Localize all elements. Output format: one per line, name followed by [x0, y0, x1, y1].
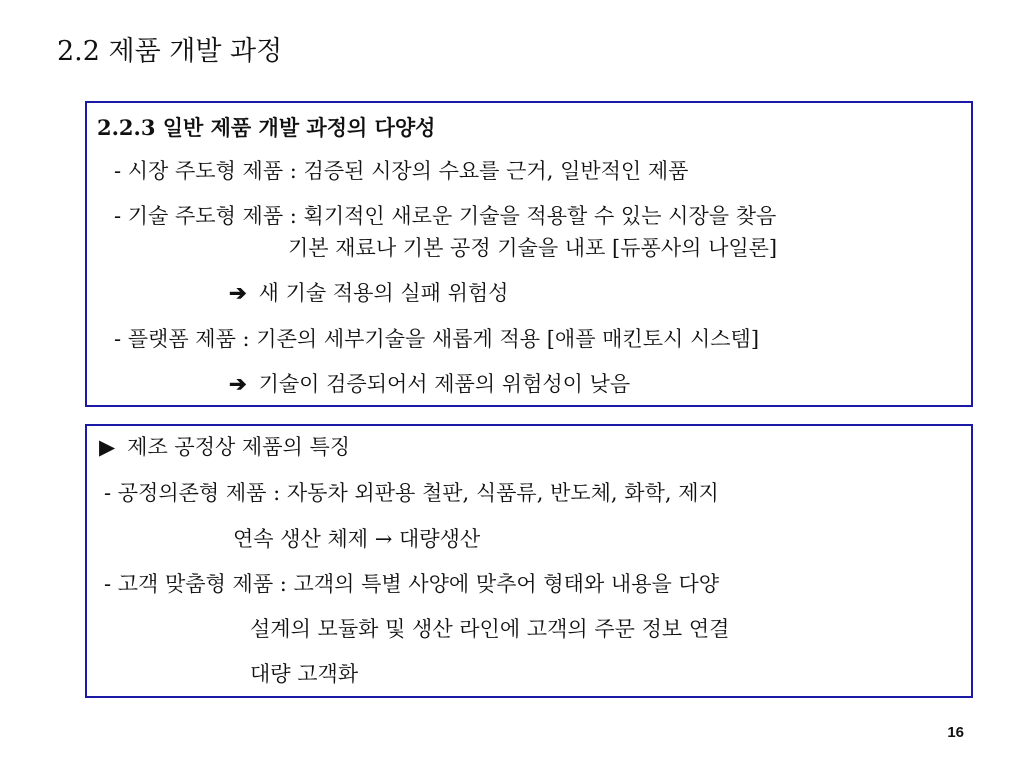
technology-risk-text: 새 기술 적용의 실패 위험성	[258, 281, 509, 305]
platform-risk-text: 기술이 검증되어서 제품의 위험성이 낮음	[258, 372, 631, 396]
play-triangle-icon: ▶	[99, 434, 116, 459]
right-arrow-icon: ➔	[229, 371, 247, 396]
slide-title: 2.2 제품 개발 과정	[57, 36, 283, 67]
technology-driven-item: - 기술 주도형 제품 : 획기적인 새로운 기술을 적용할 수 있는 시장을 찾음	[114, 204, 777, 228]
manufacturing-box	[85, 424, 973, 698]
manufacturing-heading	[99, 433, 350, 461]
manufacturing-heading-text: 제조 공정상 제품의 특징	[127, 435, 351, 459]
section-heading: 2.2.3 일반 제품 개발 과정의 다양성	[97, 115, 436, 140]
process-dependent-item: - 공정의존형 제품 : 자동차 외판용 철판, 식품류, 반도체, 화학, 제지	[104, 481, 719, 505]
platform-item: - 플랫폼 제품 : 기존의 세부기술을 새롭게 적용 [애플 매킨토시 시스템]	[114, 327, 760, 351]
page-number: 16	[947, 724, 964, 741]
custom-detail: 설계의 모듈화 및 생산 라인에 고객의 주문 정보 연결	[250, 617, 730, 641]
mass-customization: 대량 고객화	[250, 662, 359, 686]
right-arrow-icon: ➔	[229, 280, 247, 305]
technology-driven-detail: 기본 재료나 기본 공정 기술을 내포 [듀퐁사의 나일론]	[288, 236, 778, 260]
technology-risk-note	[229, 279, 508, 307]
platform-risk-note	[229, 370, 630, 398]
process-dependent-detail: 연속 생산 체제 → 대량생산	[233, 527, 481, 551]
market-driven-item: - 시장 주도형 제품 : 검증된 시장의 수요를 근거, 일반적인 제품	[114, 159, 689, 183]
custom-item: - 고객 맞춤형 제품 : 고객의 특별 사양에 맞추어 형태와 내용을 다양	[104, 572, 720, 596]
